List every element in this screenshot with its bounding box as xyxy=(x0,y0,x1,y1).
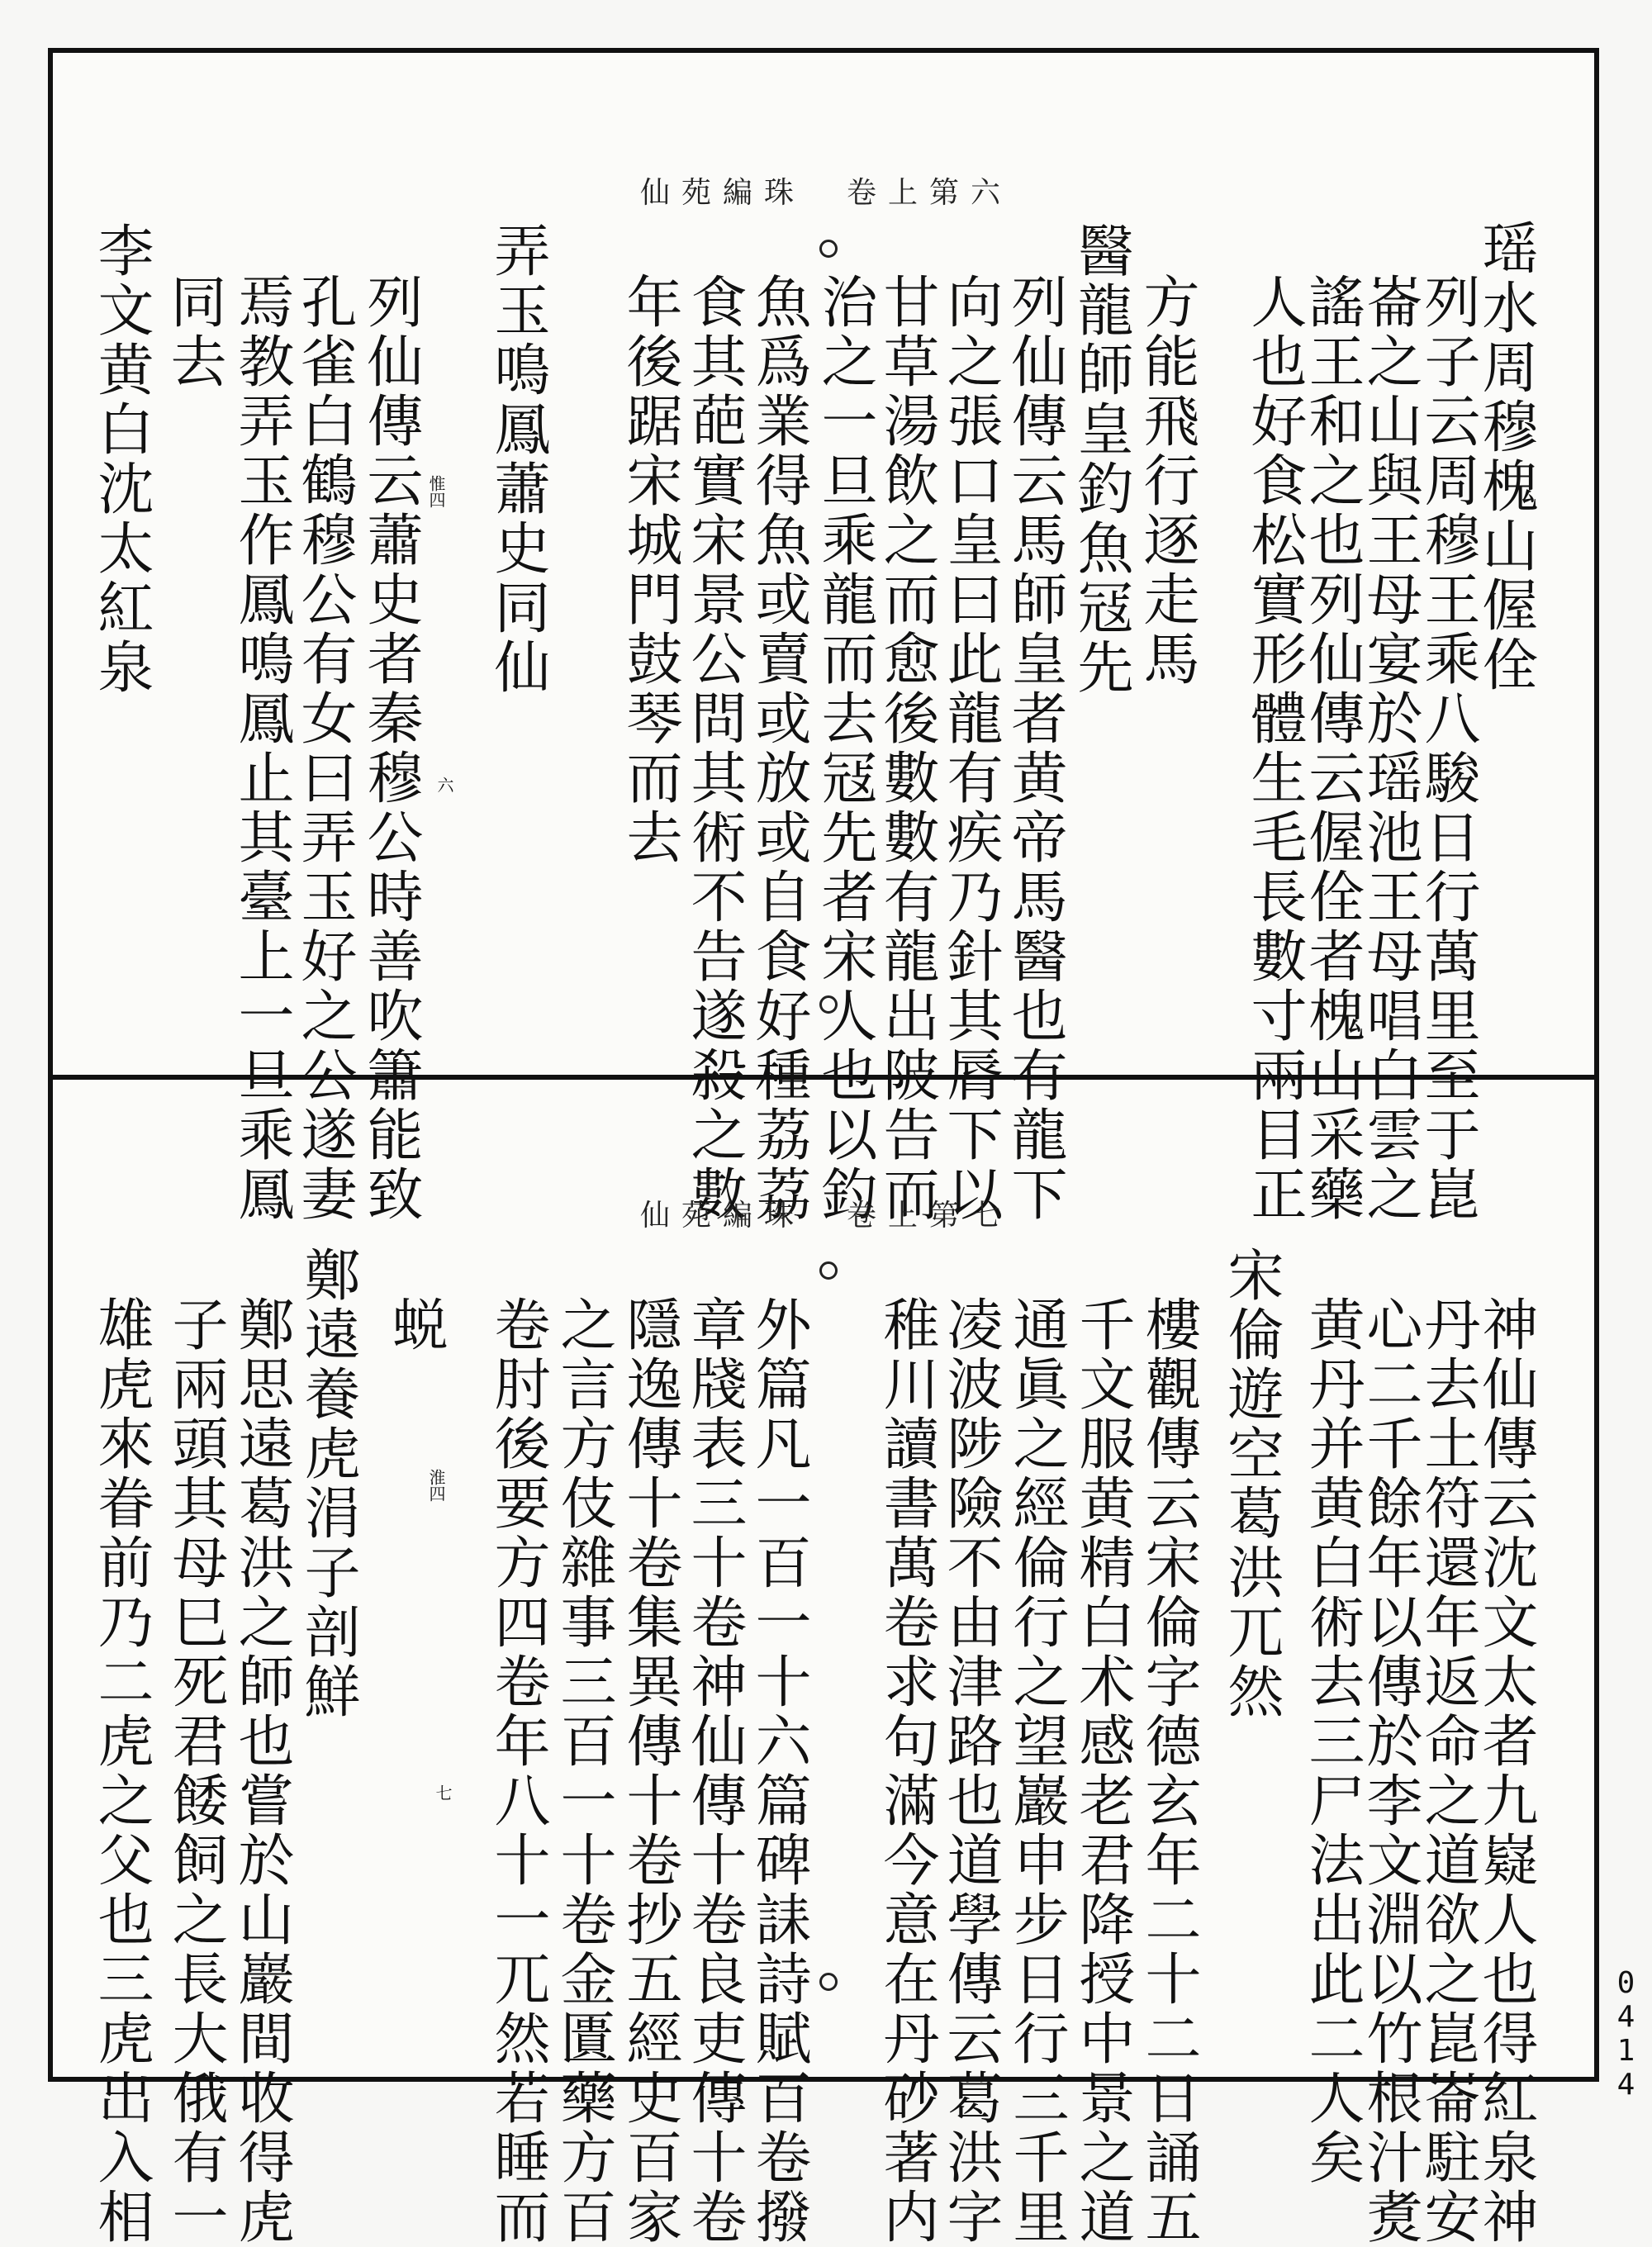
top-col-20: 李文黄白沈太紅泉 xyxy=(88,221,154,697)
top-col-12: 魚爲業得魚或賣或放或自食好種荔荔 xyxy=(746,273,811,1224)
bottom-col-10: 稚川讀書萬卷求句滿今意在丹砂著内 xyxy=(874,1295,939,2247)
top-margin-note-1: 惟四 xyxy=(426,475,446,508)
bottom-col-9: 凌波陟險不由津路也道學傳云葛洪字 xyxy=(938,1295,1003,2247)
bottom-col-18: 鄭思遠葛洪之師也嘗於山巖間收得虎 xyxy=(229,1295,294,2247)
bottom-margin-note-2: 七 xyxy=(433,1784,453,1801)
top-col-11: 治之一旦乘龍而去冦先者宋人也以釣 xyxy=(812,273,877,1224)
top-circle-mark-1 xyxy=(819,240,838,258)
top-col-14: 年後踞宋城門鼓琴而去 xyxy=(617,273,682,867)
bottom-circle-mark-1 xyxy=(819,1261,838,1280)
bottom-col-20: 雄虎來眷前乃二虎之父也三虎出入相 xyxy=(88,1295,154,2247)
bottom-col-19: 子兩頭其母巳死君餧飼之長大俄有一 xyxy=(163,1295,228,2247)
bottom-col-14: 之言方伎雜事三百一十卷金匱藥方百 xyxy=(551,1295,616,2247)
top-col-15: 弄玉鳴鳳蕭史同仙 xyxy=(485,221,550,697)
bottom-col-12: 章牋表三十卷神仙傳十卷良吏傳十卷 xyxy=(681,1295,747,2247)
bottom-col-17: 鄭遠養虎涓子剖鮮 xyxy=(295,1246,360,1722)
bottom-col-7: 千文服黄精白术感老君降授中景之道 xyxy=(1070,1295,1135,2247)
top-margin-note-2: 六 xyxy=(434,777,454,793)
top-col-19: 同去 xyxy=(161,273,226,392)
bottom-col-2: 丹去土符還年返命之道欲之崑崙駐安 xyxy=(1415,1295,1480,2247)
top-col-2: 列子云周穆王乘八駿日行萬里至于崑 xyxy=(1415,273,1480,1224)
page-number: 0414 xyxy=(1609,1966,1643,2102)
bottom-circle-mark-2 xyxy=(819,1973,838,1991)
top-col-18: 焉教弄玉作鳳鳴鳳止其臺上一旦乘鳳 xyxy=(229,273,294,1224)
top-header: 仙苑編珠 卷上第六 xyxy=(640,176,1013,210)
bottom-col-15: 卷肘後要方四卷年八十一兀然若睡而 xyxy=(485,1295,550,2247)
bottom-col-8: 通眞之經倫行之望巖申步日行三千里 xyxy=(1004,1295,1069,2247)
bottom-margin-note-1: 淮四 xyxy=(426,1469,446,1502)
bottom-col-1: 神仙傳云沈文太者九嶷人也得紅泉神 xyxy=(1473,1295,1538,2247)
top-col-5: 人也好食松實形體生毛長數寸兩目正 xyxy=(1241,273,1307,1224)
top-circle-mark-2 xyxy=(819,995,838,1014)
bottom-col-16: 蜕 xyxy=(382,1295,448,1355)
bottom-col-11: 外篇凡一百一十六篇碑誄詩賦百卷撥 xyxy=(746,1295,811,2247)
top-col-4: 謠王和之也列仙傳云偓佺者槐山采藥 xyxy=(1299,273,1365,1224)
top-col-17: 孔雀白鶴穆公有女曰弄玉好之公遂妻 xyxy=(292,273,357,1224)
bottom-col-6: 樓觀傳云宋倫字德玄年二十二日誦五 xyxy=(1136,1295,1201,2247)
top-col-16: 列仙傳云蕭史者秦穆公時善吹簫能致 xyxy=(358,273,423,1224)
top-col-6: 方能飛行逐走馬 xyxy=(1134,273,1199,689)
bottom-col-5: 宋倫遊空葛洪兀然 xyxy=(1218,1246,1284,1722)
top-col-7: 醫龍師皇釣魚冦先 xyxy=(1068,221,1133,697)
top-col-1: 瑶水周穆槐山偓佺 xyxy=(1473,219,1538,695)
bottom-col-4: 黄丹并黄白術去三尸法出此二人矣 xyxy=(1299,1295,1365,2188)
top-col-3: 崙之山與王母宴於瑶池王母唱白雲之 xyxy=(1357,273,1422,1224)
bottom-header: 仙苑編珠 卷上第七 xyxy=(640,1199,1013,1233)
top-col-13: 食其葩實宋景公問其術不告遂殺之數 xyxy=(681,273,747,1224)
bottom-col-3: 心二千餘年以傳於李文淵以竹根汁煑 xyxy=(1357,1295,1422,2247)
top-col-9: 向之張口皇曰此龍有疾乃針其脣下以 xyxy=(938,273,1003,1224)
bottom-col-13: 隱逸傳十卷集異傳十卷抄五經史百家 xyxy=(617,1295,682,2247)
top-col-10: 甘草湯飲之而愈後數數有龍出陂告而 xyxy=(874,273,939,1224)
top-col-8: 列仙傳云馬師皇者黄帝馬醫也有龍下 xyxy=(1002,273,1067,1224)
